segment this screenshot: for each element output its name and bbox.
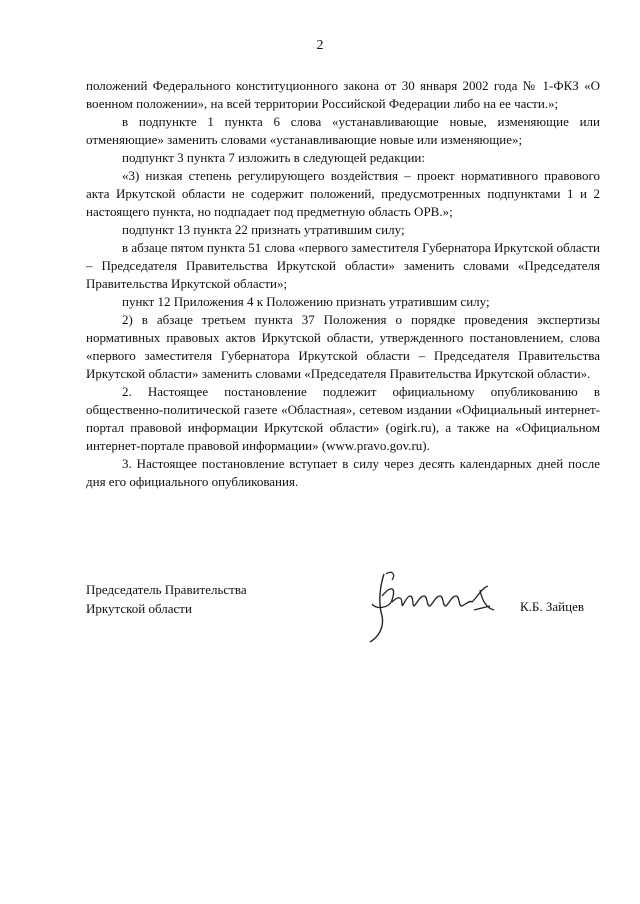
signatory-title-line2: Иркутской области [86, 601, 192, 616]
paragraph-continuation: положений Федерального конституционного закона от 30 января 2002 года № 1-ФКЗ «О военном положении», на всей территории Российской Федерации либо на ее части.»; [86, 78, 600, 111]
signatory-name: К.Б. Зайцев [520, 599, 584, 614]
paragraph-subpoint-7: подпункт 3 пункта 7 изложить в следующей редакции: [122, 150, 425, 165]
handwritten-signature [362, 566, 502, 646]
paragraph-subpoint-22: подпункт 13 пункта 22 признать утратившим силу; [122, 222, 405, 237]
paragraph-publication: 2. Настоящее постановление подлежит официальному опубликованию в общественно-политической газете «Областная», сетевом издании «Официальный интернет-портал правовой информации Иркутской области» (ogirk.ru), а также на «Официальном интернет-портале правовой информации» (www.pravo.gov.ru). [86, 384, 600, 453]
paragraph-effective-date: 3. Настоящее постановление вступает в силу через десять календарных дней после дня его официального опубликования. [86, 456, 600, 489]
paragraph-appendix-4: пункт 12 Приложения 4 к Положению признать утратившим силу; [122, 294, 490, 309]
signatory-title-line1: Председатель Правительства [86, 582, 247, 597]
paragraph-subpoint-6: в подпункте 1 пункта 6 слова «устанавливающие новые, изменяющие или отменяющие» заменить словами «устанавливающие новые или изменяющие»; [86, 114, 600, 147]
signatory-title [86, 580, 247, 618]
document-body [86, 77, 600, 491]
page-number: 2 [316, 38, 324, 53]
paragraph-point-51: в абзаце пятом пункта 51 слова «первого заместителя Губернатора Иркутской области – Председателя Правительства Иркутской области» заменить словами «Председателя Правительства Иркутской области»; [86, 240, 601, 291]
paragraph-quoted-text: «3) низкая степень регулирующего воздействия – проект нормативного правового акта Иркутской области не содержит положений, предусмотренных подпунктами 1 и 2 настоящего пункта, но подпадает под предметную область ОРВ.»; [86, 168, 600, 219]
paragraph-point-37: 2) в абзаце третьем пункта 37 Положения о порядке проведения экспертизы нормативных правовых актов Иркутской области, утвержденного постановлением, слова «первого заместителя Губернатора Иркутской области – Председателя Правительства Иркутской области» заменить словами «Председателя Правительства Иркутской области». [86, 312, 600, 381]
